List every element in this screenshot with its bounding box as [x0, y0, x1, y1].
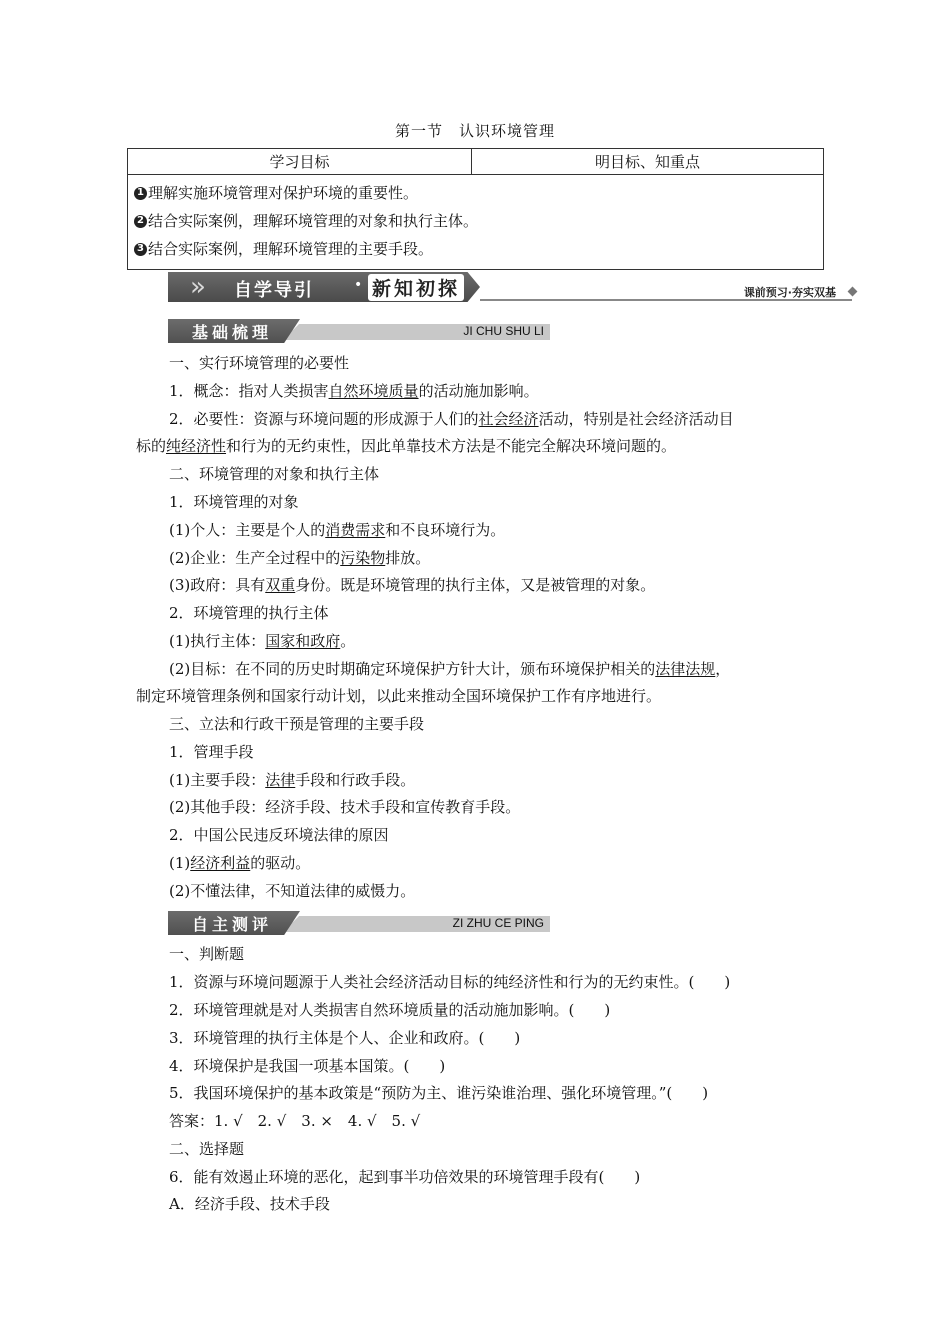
text-line: 制定环境管理条例和国家行动计划，以此来推动全国环境保护工作有序地进行。: [136, 687, 662, 705]
question-item: 5．我国环境保护的基本政策是“预防为主、谁污染谁治理、强化环境管理。”( ): [169, 1084, 709, 1102]
text-line: (1)主要手段：法律手段和行政手段。: [169, 771, 416, 789]
section-header-basics: [168, 319, 550, 343]
banner-title: 自学导引: [234, 280, 314, 301]
question-item: 4．环境保护是我国一项基本国策。( ): [169, 1057, 446, 1075]
fill-in-answer: 经济利益: [190, 854, 251, 872]
fill-in-answer: 纯经济性: [166, 437, 227, 455]
header-learning-goals: 学习目标: [128, 149, 472, 175]
goal-text: 理解实施环境管理对保护环境的重要性。: [148, 184, 419, 202]
number-3-icon: 3: [134, 243, 147, 256]
text-line: (1)执行主体：国家和政府。: [169, 632, 356, 650]
goal-text: 结合实际案例，理解环境管理的对象和执行主体。: [148, 212, 479, 230]
fill-in-answer: 社会经济: [478, 410, 539, 428]
text-line: 二、环境管理的对象和执行主体: [169, 465, 380, 483]
text-line: 一、判断题: [169, 945, 245, 963]
question-item: 3．环境管理的执行主体是个人、企业和政府。( ): [169, 1029, 521, 1047]
text-line: (1)个人：主要是个人的消费需求和不良环境行为。: [169, 521, 506, 539]
fill-in-answer: 污染物: [340, 549, 386, 567]
learning-goals-table: [127, 148, 824, 270]
fill-in-answer: 法律: [265, 771, 296, 789]
table-row: [128, 175, 824, 270]
fill-in-answer: 消费需求: [325, 521, 386, 539]
goal-text: 结合实际案例，理解环境管理的主要手段。: [148, 240, 434, 258]
text-line: 2．环境管理的执行主体: [169, 604, 329, 622]
question-item: 6．能有效遏止环境的恶化，起到事半功倍效果的环境管理手段有( ): [169, 1168, 641, 1186]
option-item: A．经济手段、技术手段: [169, 1195, 330, 1213]
text-line: 一、实行环境管理的必要性: [169, 354, 350, 372]
number-2-icon: 2: [134, 215, 147, 228]
fill-in-answer: 双重: [265, 576, 296, 594]
section-pinyin: JI CHU SHU LI: [463, 324, 544, 338]
text-line: (3)政府：具有双重身份。既是环境管理的执行主体，又是被管理的对象。: [169, 576, 656, 594]
question-item: 2．环境管理就是对人类损害自然环境质量的活动施加影响。( ): [169, 1001, 611, 1019]
question-item: 1．资源与环境问题源于人类社会经济活动目标的纯经济性和行为的无约束性。( ): [169, 973, 731, 991]
text-line: 1．管理手段: [169, 743, 254, 761]
text-line: 1．概念：指对人类损害自然环境质量的活动施加影响。: [169, 382, 539, 400]
page-title: 第一节 认识环境管理: [394, 122, 555, 140]
section-banner: [168, 272, 858, 304]
text-line: 三、立法和行政干预是管理的主要手段: [169, 715, 425, 733]
section-header-self-test: [168, 911, 550, 935]
text-line: (2)企业：生产全过程中的污染物排放。: [169, 549, 431, 567]
text-line: (2)目标：在不同的历史时期确定环境保护方针大计，颁布环境保护相关的法律法规，: [169, 660, 731, 678]
text-line: (2)其他手段：经济手段、技术手段和宣传教育手段。: [169, 798, 521, 816]
text-line: (2)不懂法律，不知道法律的威慑力。: [169, 882, 416, 900]
section-title: 自主测评: [192, 915, 273, 934]
fill-in-answer: 法律法规: [655, 660, 716, 678]
text-line: 标的纯经济性和行为的无约束性，因此单靠技术方法是不能完全解决环境问题的。: [136, 437, 677, 455]
text-line: 1．环境管理的对象: [169, 493, 299, 511]
header-key-points: 明目标、知重点: [472, 149, 824, 175]
banner-tag: 新知初探: [368, 274, 464, 301]
text-line: 二、选择题: [169, 1140, 245, 1158]
goals-cell: [128, 175, 824, 270]
banner-dot: •: [354, 277, 363, 293]
table-header-row: [128, 149, 824, 175]
goal-item-3: [134, 235, 817, 263]
text-line: 2．中国公民违反环境法律的原因: [169, 826, 389, 844]
text-line: (1)经济利益的驱动。: [169, 854, 311, 872]
goal-item-1: [134, 179, 817, 207]
goal-item-2: [134, 207, 817, 235]
answer-line: 答案：1. √ 2. √ 3. × 4. √ 5. √: [169, 1112, 421, 1130]
diamond-icon: [848, 287, 858, 297]
banner-right-text: 课前预习·夯实双基: [743, 286, 836, 299]
fill-in-answer: 自然环境质量: [328, 382, 419, 400]
number-1-icon: 1: [134, 187, 147, 200]
section-pinyin: ZI ZHU CE PING: [452, 916, 544, 930]
text-line: 2．必要性：资源与环境问题的形成源于人们的社会经济活动，特别是社会经济活动目: [169, 410, 734, 428]
fill-in-answer: 国家和政府: [265, 632, 341, 650]
double-chevron-icon: »: [190, 272, 206, 302]
section-title: 基础梳理: [192, 323, 273, 342]
